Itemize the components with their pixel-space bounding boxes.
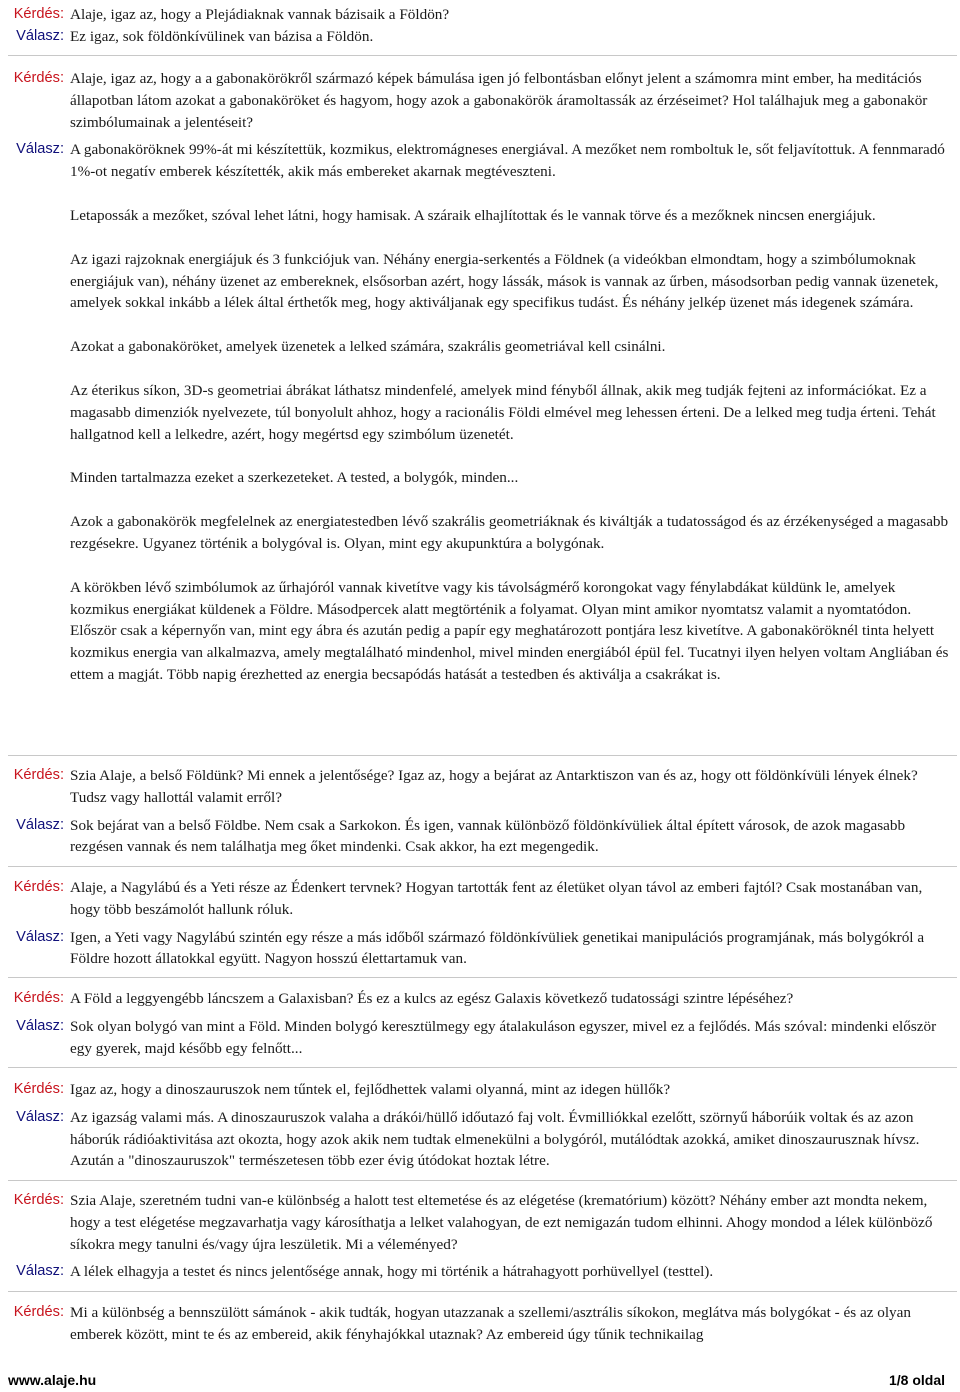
divider (8, 1067, 957, 1068)
question-label: Kérdés: (13, 6, 64, 22)
answer-row (0, 1107, 960, 1172)
page-footer (8, 1370, 945, 1388)
answer-row (0, 26, 960, 48)
question-row (0, 4, 960, 26)
answer-text (70, 1016, 960, 1060)
answer-label: Válasz: (16, 27, 64, 44)
answer-paragraph: A körökben lévő szimbólumok az űrhajóról vannak kivetítve vagy kis távolságmérő korongokat vagy fénylabdákat küldünk le, amelyek kozmikus energiákat küldenek a Földre. Másodpercek alatt megtörténik a folyamat. Olyan mint amikor nyomtatsz valamit a nyomtatódon. Először csak a képernyőn van, mint egy ábra és azután pedig a papír egy meghatározott pontjára lesz kivetítve. A gabonaköröknél tinta helyett kozmikus energia van alkalmazva, amely megtalálható mindenhol, mivel minden energiából épül fel. Tucatnyi ilyen helyen voltam Angliában és ettem a magját. Több napig érezhetted az energia becsapódás hatását a testedben és aktiválja a csakrákat is. (70, 578, 949, 683)
question-row (0, 877, 960, 921)
answer-paragraph: Azokat a gabonaköröket, amelyek üzenetek a lelked számára, szakrális geometriával kell csinálni. (70, 338, 666, 356)
divider (8, 977, 957, 978)
question-text: Szia Alaje, szeretném tudni van-e különbség a halott test eltemetése és az elégetése (krematórium) között? Néhány ember azt mondta nekem, hogy a test elégetése megzavarhatja vagy károsíthatja a lelket valahogyan, de ezt nemigazán tudom elhinni. Ahogy mondod a lélek különböző síkokra megy tanulni és/vagy újra leszületik. Mi a véleményed? (70, 1192, 933, 1253)
qa-block (0, 988, 960, 1059)
footer-page-number: 1/8 oldal (888, 1372, 945, 1388)
answer-paragraph: Az igazság valami más. A dinoszauruszok valaha a drákói/hüllő időutazó faj volt. Évmilliókkal ezelőtt, szörnyű háborúik voltak és az azon háborúk rádióaktivitása azt okozta, hogy azok akik nem tudtak elmenekülni a bolygóról, mutálódtak azokká, amiket dinoszaurusznak hívsz. Azután a "dinoszauruszok" természetesen több ezer évig útódokat hoztak létre. (70, 1108, 920, 1170)
question-text: Mi a különbség a bennszülött sámánok - akik tudták, hogyan utazzanak a szellemi/asztrális síkokon, meglátva más bolygókat - és az olyan emberek között, mint te és az embereid, akik fényhajókkal utaznak? Az embereid úgy tűnik technikailag (70, 1304, 911, 1343)
divider (8, 755, 957, 756)
answer-paragraph: Ez igaz, sok földönkívülinek van bázisa a Földön. (70, 27, 374, 45)
answer-text (70, 1107, 960, 1172)
question-text: Alaje, igaz az, hogy a Plejádiaknak vannak bázisaik a Földön? (70, 6, 450, 23)
answer-text (70, 26, 960, 48)
question-label: Kérdés: (13, 879, 64, 895)
answer-paragraph: A lélek elhagyja a testet és nincs jelentősége annak, hogy mi történik a hátrahagyott porhüvellyel (testtel). (70, 1263, 714, 1281)
answer-paragraph: A gabonaköröknek 99%-át mi készítettük, kozmikus, elektromágneses energiával. A mezőket nem romboltuk le, sőt feljavítottuk. A fennmaradó 1%-ot negatív emberek készítették, akik más embereket akarnak megtéveszteni. (70, 141, 945, 181)
footer-site-link[interactable]: www.alaje.hu (8, 1372, 97, 1388)
answer-label: Válasz: (16, 816, 64, 833)
answer-text (70, 815, 960, 859)
question-text: A Föld a leggyengébb láncszem a Galaxisban? És ez a kulcs az egész Galaxis következő tudatossági szintre lépéséhez? (70, 990, 794, 1007)
question-row (0, 1079, 960, 1101)
question-label: Kérdés: (13, 1081, 64, 1097)
question-text: Alaje, a Nagylábú és a Yeti része az Édenkert tervnek? Hogyan tartották fent az életüket olyan távol az emberi fajtól? Csak mostanában van, hogy több beszámolót hallunk róluk. (70, 879, 923, 918)
answer-label: Válasz: (16, 1017, 64, 1034)
question-row (0, 1302, 960, 1346)
question-text: Alaje, igaz az, hogy a a gabonakörökről származó képek bámulása igen jó felbontásban előnyt jelent a számomra mint ember, ha meditációs állapotban látom azokat a gabonaköröket és hagyom, hogy azok a gabonakörök áramoltassák az érzéseimet? Hol találhajuk meg a gabonakör szimbólumainak a jelentéseit? (70, 70, 928, 131)
question-row (0, 1190, 960, 1255)
answer-paragraph: Letapossák a mezőket, szóval lehet látni, hogy hamisak. A száraik elhajlítottak és le vannak törve és a mezőknek nincsen energiájuk. (70, 206, 876, 224)
qa-block (0, 1190, 960, 1283)
question-label: Kérdés: (13, 767, 64, 783)
answer-label: Válasz: (16, 1108, 64, 1125)
question-label: Kérdés: (13, 990, 64, 1006)
answer-label: Válasz: (16, 928, 64, 945)
answer-text (70, 1261, 960, 1283)
answer-row (0, 927, 960, 971)
qa-block (0, 1079, 960, 1172)
qa-block (0, 1302, 960, 1346)
divider (8, 1291, 957, 1292)
question-label: Kérdés: (13, 70, 64, 86)
answer-paragraph: Igen, a Yeti vagy Nagylábú szintén egy része a más időből származó földönkívüliek genetikai manipulációs programjának, más bolygókról a Földre hozott állatokkal együtt. Nagyon hosszú élettartamuk van. (70, 928, 925, 968)
divider (8, 866, 957, 867)
answer-paragraph: Az igazi rajzoknak energiájuk és 3 funkciójuk van. Néhány energia-serkentés a Földnek (a videókban elmondtam, hogy a szimbólumoknak energiájuk van), néhány üzenet az embereknek, elsősorban azért, hogy lássák, mások is vannak az űrben, másodsorban pedig vannak üzenetek, amelyek sokkal inkább a lélek által érthetők meg, hogy aktiváljanak egy specifikus tudást. És néhány jelkép üzenet más idegenek számára. (70, 250, 939, 312)
divider (8, 1180, 957, 1181)
question-label: Kérdés: (13, 1192, 64, 1208)
answer-paragraph: Sok bejárat van a belső Földbe. Nem csak a Sarkokon. És igen, vannak különböző földönkívüliek által épített városok, de azok magasabb rezgésen vannak és nem találhatja meg őket mindenki. Csak akkor, ha ezt megengedik. (70, 816, 906, 856)
answer-paragraph: Minden tartalmazza ezeket a szerkezeteket. A tested, a bolygók, minden... (70, 469, 519, 487)
answer-text (70, 927, 960, 971)
answer-paragraph: Azok a gabonakörök megfelelnek az energiatestedben lévő szakrális geometriáknak és kiváltják a tudatosságod és az érzékenységed a magasabb rezgésekre. Ugyanez történik a bolygóval is. Olyan, mint egy akupunktúra a bolygónak. (70, 513, 949, 552)
qa-block (0, 877, 960, 970)
divider (8, 55, 957, 56)
qa-block (0, 68, 960, 686)
answer-row (0, 139, 960, 685)
answer-paragraph: Az éterikus síkon, 3D-s geometriai ábrákat láthatsz mindenfelé, amelyek mind fényből állnak, akik meg tudják fejteni az információkat. Ez a magasabb dimenziók nyelvezete, túl bonyolult ahhoz, hogy a racionális Földi elmével meg lehessen érteni. De a lelked meg tudja érteni. Tehát hallgatnod kell a lelkedre, azért, hogy megértsd egy szimbólum üzenetét. (70, 381, 936, 443)
answer-row (0, 1261, 960, 1283)
question-text: Igaz az, hogy a dinoszauruszok nem tűntek el, fejlődhettek valami olyanná, mint az idegen hüllők? (70, 1081, 671, 1098)
answer-text (70, 139, 960, 685)
question-row (0, 68, 960, 133)
qa-block (0, 765, 960, 858)
question-label: Kérdés: (13, 1304, 64, 1320)
answer-paragraph: Sok olyan bolygó van mint a Föld. Minden bolygó keresztülmegy egy átalakuláson egyszer, mivel ez a fejlődés. Más szóval: mindenki először egy gyerek, majd később egy felnőtt... (70, 1017, 937, 1057)
question-row (0, 988, 960, 1010)
answer-label: Válasz: (16, 141, 64, 158)
question-row (0, 765, 960, 809)
answer-row (0, 1016, 960, 1060)
answer-row (0, 815, 960, 859)
qa-block (0, 4, 960, 48)
answer-label: Válasz: (16, 1263, 64, 1280)
question-text: Szia Alaje, a belső Földünk? Mi ennek a jelentősége? Igaz az, hogy a bejárat az Antarktiszon van és az, hogy ott földönkívüli lények élnek? Tudsz vagy hallottál valamit erről? (70, 767, 918, 806)
